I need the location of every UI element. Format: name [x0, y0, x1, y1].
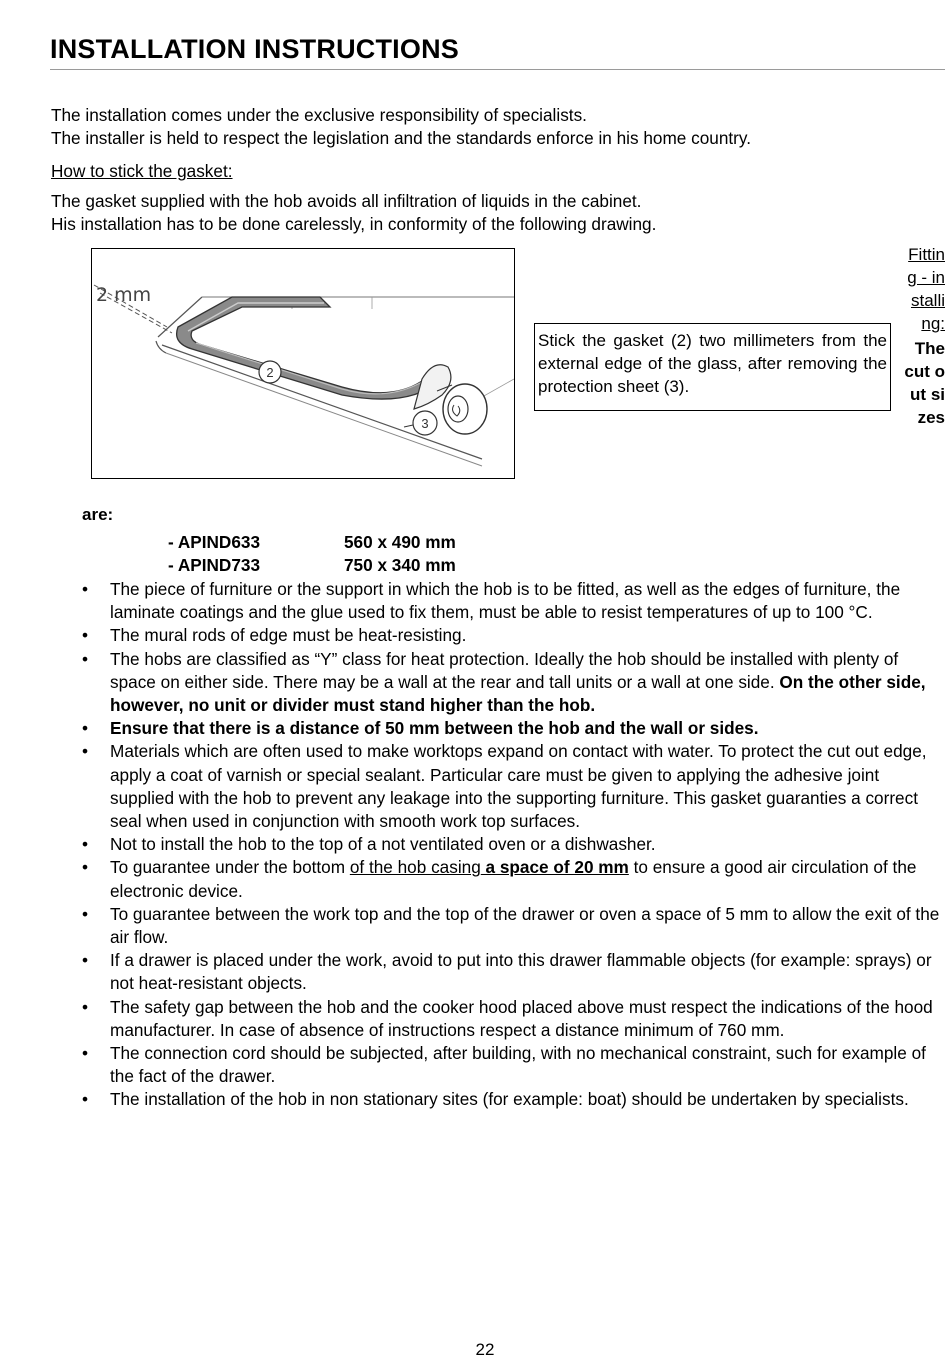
- list-item: [110, 648, 946, 718]
- side-heading-text: The cut out sizes: [904, 339, 945, 427]
- gasket-drawing: [91, 248, 515, 479]
- list-item: [110, 833, 946, 856]
- list-item-text: The hobs are classified as “Y” class for heat protection. Ideally the hob should be installed with plenty of space on either side. There may be a wall at the rear and tall units or a wall at one side.: [110, 648, 899, 692]
- model-size: 750 x 340 mm: [344, 555, 456, 575]
- are-label: are:: [82, 505, 114, 524]
- list-item-text: Not to install the hob to the top of a not ventilated oven or a dishwasher.: [110, 834, 656, 855]
- list-item: [110, 949, 946, 995]
- model-name: - APIND633: [168, 532, 261, 552]
- model-row: [168, 555, 456, 576]
- gasket-heading: How to stick the gasket:: [51, 161, 233, 181]
- gasket-line-1: The gasket supplied with the hob avoids all infiltration of liquids in the cabinet.: [51, 191, 642, 211]
- list-item-text: The connection cord should be subjected, after building, with no mechanical constraint, such for example of the fact of the drawer.: [110, 1043, 926, 1087]
- list-item-text: To guarantee under the bottom: [110, 857, 350, 878]
- list-item: [110, 740, 946, 833]
- list-item: [110, 1042, 946, 1088]
- side-heading-label: Fitting - installing:: [907, 245, 945, 333]
- figure-caption: Stick the gasket (2) two millimeters from the external edge of the glass, after removing the protection sheet (3).: [534, 323, 891, 411]
- intro-line-1: The installation comes under the exclusive responsibility of specialists.: [51, 105, 587, 125]
- list-item-text: To guarantee between the work top and the top of the drawer or oven a space of 5 mm to allow the exit of the air flow.: [110, 903, 940, 948]
- list-item-text: The installation of the hob in non stationary sites (for example: boat) should be undertaken by specialists.: [110, 1089, 909, 1110]
- model-row: [168, 532, 456, 553]
- list-item-text: The mural rods of edge must be heat-resisting.: [110, 625, 467, 646]
- list-item-emphasis: a space of 20 mm: [480, 857, 629, 878]
- page-number: 22: [475, 1340, 495, 1359]
- list-item-text: Ensure that there is a distance of 50 mm between the hob and the wall or sides.: [110, 718, 759, 739]
- list-item: [110, 624, 946, 647]
- model-size: 560 x 490 mm: [344, 532, 456, 552]
- list-item-underlined: of the hob casing: [349, 857, 481, 878]
- intro-line-2: The installer is held to respect the legislation and the standards enforce in his home country.: [51, 128, 751, 148]
- list-item-text: to ensure a good air circulation of the electronic device.: [110, 857, 917, 901]
- dimension-label: 2 mm: [96, 284, 152, 306]
- list-item: [110, 856, 946, 902]
- list-item-emphasis: On the other side, however, no unit or divider must stand higher than the hob.: [110, 671, 926, 716]
- side-heading: [902, 243, 945, 429]
- model-name: - APIND733: [168, 555, 261, 575]
- list-item: [110, 996, 946, 1042]
- gasket-line-2: His installation has to be done carelessly, in conformity of the following drawing.: [51, 214, 657, 234]
- page-title: INSTALLATION INSTRUCTIONS: [50, 34, 945, 70]
- list-item: [110, 903, 946, 949]
- requirements-list: [110, 578, 946, 1112]
- list-item-text: The piece of furniture or the support in which the hob is to be fitted, as well as the edges of furniture, the laminate coatings and the glue used to fix them, must be able to resist temperatures of up to 100 °C.: [110, 579, 901, 623]
- list-item: [110, 578, 946, 624]
- callout-gasket-label: 2: [266, 365, 274, 380]
- gasket-illustration: [92, 249, 514, 478]
- list-item: [110, 717, 946, 740]
- callout-sheet-label: 3: [421, 416, 429, 431]
- list-item-text: The safety gap between the hob and the cooker hood placed above must respect the indications of the hood manufacturer. In case of absence of instructions respect a distance minimum of 760 mm.: [110, 996, 933, 1040]
- list-item-text: Materials which are often used to make worktops expand on contact with water. To protect the cut out edge, apply a coat of varnish or special sealant. Particular care must be given to applying the adhesive joint supplied with the hob to prevent any leakage into the supporting furniture. This gasket guaranties a correct seal when used in conjunction with smooth work top surfaces.: [110, 741, 927, 832]
- list-item-text: If a drawer is placed under the work, avoid to put into this drawer flammable objects (for example: sprays) or not heat-resistant objects.: [110, 950, 932, 994]
- list-item: [110, 1088, 946, 1111]
